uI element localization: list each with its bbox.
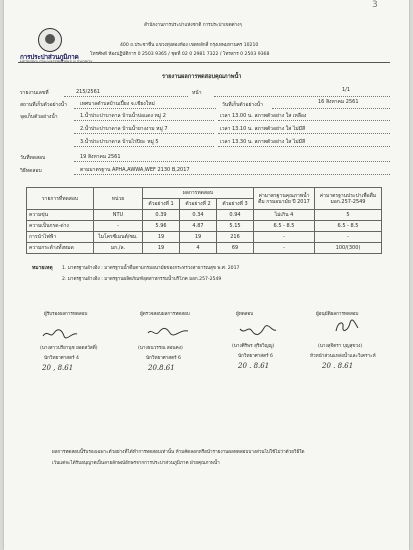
sampling-point-3: 3.น้ำประปาบาดาล บ้านไร่ปิยะ หมู่ 5	[80, 139, 159, 145]
test-date-label: วันที่ทดสอบ	[20, 155, 46, 161]
notes-label: หมายเหตุ	[32, 265, 53, 271]
signature-title-4: หัวหน้าส่วนแหล่งน้ำและวิเคราะห์	[310, 354, 376, 359]
col-header-sample-1: ตัวอย่างที่ 1	[143, 199, 180, 210]
signature-date-2: 20.8.61	[148, 364, 175, 372]
row-sample-2: 0.34	[180, 210, 217, 221]
row-sample-1: 5.96	[143, 221, 180, 232]
header-divider	[18, 62, 390, 63]
results-table	[26, 187, 382, 254]
row-std2: -	[315, 232, 382, 243]
row-sample-2: 4	[180, 243, 217, 254]
collection-date-label: วันที่เก็บตัวอย่างน้ำ	[222, 102, 263, 108]
sampling-point-2-time: เวลา 13.10 น. สภาพตัวอย่าง ใส ไม่มีสี	[220, 126, 305, 132]
logo-subtext: METROPOLITAN WATERWORKS AUTHORITY	[20, 60, 93, 64]
signature-name-1: (นางสาวปรียานุช ยอดสวัสดิ์)	[40, 346, 98, 351]
signature-3	[236, 322, 278, 336]
col-header-std1: ค่ามาตรฐานคุณภาพน้ำดื่ม กรมอนามัย ปี 2017	[254, 188, 315, 210]
col-header-sample-3: ตัวอย่างที่ 3	[217, 199, 254, 210]
row-param: ความขุ่น	[27, 210, 94, 221]
row-param: ความกระด้างทั้งหมด	[27, 243, 94, 254]
row-sample-1: 19	[143, 232, 180, 243]
sampling-point-1: 1.น้ำประปาบาดาล บ้านน้ำบ่อแดง หมู่ 2	[80, 113, 166, 119]
col-header-results: ผลการทดสอบ	[143, 188, 254, 199]
sampling-point-1-time: เวลา 13.00 น. สภาพตัวอย่าง ใส เหลือง	[220, 113, 307, 119]
signature-date-4: 20 . 8.61	[322, 362, 354, 370]
row-sample-1: 0.39	[143, 210, 180, 221]
agency-name: สำนักงานการประปาแห่งชาติ การประปาเขตต่างๆ	[144, 23, 242, 28]
note-2: 2. มาตรฐานอ้างอิง : มาตรฐานผลิตภัณฑ์อุตสาหกรรมน้ำบริโภค มอก.257-2549	[62, 277, 222, 282]
signature-role-4: ผู้อนุมัติผลการทดสอบ	[316, 312, 359, 317]
row-std2: 5	[315, 210, 382, 221]
method-label: วิธีทดสอบ	[20, 168, 42, 174]
row-sample-3: 216	[217, 232, 254, 243]
signature-name-3: (นางศิริพร สุริยวิญญู)	[232, 344, 275, 349]
row-sample-2: 4.87	[180, 221, 217, 232]
footer-line-2: เว้นแต่จะได้รับอนุญาตเป็นลายลักษณ์อักษรจากการประปาส่วนภูมิภาค ฝ่ายคุณภาพน้ำ	[52, 461, 220, 466]
signature-role-3: ผู้ทดสอบ	[236, 312, 254, 317]
row-param: ความเป็นกรด-ด่าง	[27, 221, 94, 232]
signature-title-1: นักวิทยาศาสตร์ 4	[44, 356, 79, 361]
col-header-std2: ค่ามาตรฐานประปาเพื่อดื่ม มอก.257-2549	[315, 188, 382, 210]
report-no-label: รายงานเลขที่	[20, 90, 49, 96]
report-page	[4, 0, 409, 550]
row-std2: 6.5 - 8.5	[315, 221, 382, 232]
report-title: รายงานผลการทดสอบคุณภาพน้ำ	[162, 74, 242, 80]
location-label: สถานที่เก็บตัวอย่างน้ำ	[20, 102, 67, 108]
row-param: การนำไฟฟ้า	[27, 232, 94, 243]
method-value: ตามมาตรฐาน APHA,AWWA,WEF 2130 B,2017	[80, 167, 190, 173]
row-unit: -	[94, 221, 143, 232]
location-value: เทศบาลตำบลบ้านเปี้ยง จ.เชียงใหม่	[80, 101, 155, 107]
corner-mark: 3	[372, 0, 378, 10]
row-std1: -	[254, 232, 315, 243]
row-std1: -	[254, 243, 315, 254]
table-row	[27, 232, 382, 243]
agency-address: 400 ถ.ประชาชื่น แขวงทุ่งสองห้อง เขตหลักสี่ กรุงเทพมหานคร 10210	[120, 43, 259, 48]
row-sample-3: 69	[217, 243, 254, 254]
table-row	[27, 221, 382, 232]
row-std1: ไม่เกิน 4	[254, 210, 315, 221]
signature-4	[330, 318, 360, 332]
logo-text: การประปาส่วนภูมิภาค	[20, 54, 79, 61]
signature-name-4: (นางสุจิตรา บุญสุขวง)	[318, 344, 363, 349]
test-date-value: 19 สิงหาคม 2561	[80, 154, 121, 160]
signature-1	[40, 326, 80, 340]
signature-2	[146, 324, 190, 338]
sampling-point-3-time: เวลา 13.30 น. สภาพตัวอย่าง ใส ไม่มีสี	[220, 139, 305, 145]
row-sample-2: 19	[180, 232, 217, 243]
row-std2: 100/(300)	[315, 243, 382, 254]
signature-title-3: นักวิทยาศาสตร์ 6	[238, 354, 273, 359]
row-sample-3: 5.15	[217, 221, 254, 232]
row-sample-1: 19	[143, 243, 180, 254]
footer-line-1: ผลการทดสอบนี้รับรองเฉพาะตัวอย่างที่ได้ทำการทดสอบเท่านั้น ห้ามคัดลอกหรือนำรายงานผลทดสอบบางส่วนไปใช้ไม่ว่าด้วยวิธีใด	[52, 450, 305, 455]
sampling-points-label: จุดเก็บตัวอย่างน้ำ	[20, 114, 58, 120]
row-sample-3: 0.94	[217, 210, 254, 221]
page-label: หน้า	[192, 90, 202, 96]
agency-contact: โทรศัพท์ ห้องปฏิบัติการ 0 2503 9365 / ชุดที่ 02 0 2981 7322 / โทรสาร 0 2503 9368	[90, 52, 270, 57]
note-1: 1. มาตรฐานอ้างอิง : มาตรฐานน้ำดื่มตามกรมอนามัยของกระทรวงสาธารณสุข พ.ศ. 2017	[62, 266, 240, 271]
signature-title-2: นักวิทยาศาสตร์ 6	[146, 356, 181, 361]
col-header-param: รายการที่ทดสอบ	[27, 188, 94, 210]
table-row	[27, 243, 382, 254]
signature-role-1: ผู้รับรองผลการทดสอบ	[44, 312, 88, 317]
row-std1: 6.5 - 8.5	[254, 221, 315, 232]
row-unit: NTU	[94, 210, 143, 221]
signature-role-2: ผู้ตรวจสอบผลการทดสอบ	[140, 312, 190, 317]
signature-name-2: (นางธนวรรณ สอนคง)	[138, 346, 183, 351]
signature-date-3: 20 . 8.61	[238, 362, 270, 370]
col-header-sample-2: ตัวอย่างที่ 2	[180, 199, 217, 210]
col-header-unit: หน่วย	[94, 188, 143, 210]
collection-date-value: 16 สิงหาคม 2561	[318, 99, 359, 105]
row-unit: ไมโครซีเมนต์/ซม.	[94, 232, 143, 243]
table-row	[27, 210, 382, 221]
signature-date-1: 20 , 8.61	[42, 364, 74, 372]
row-unit: มก./ล.	[94, 243, 143, 254]
page-value: 1/1	[342, 87, 351, 93]
sampling-point-2: 2.น้ำประปาบาดาล บ้านน้ำยางงาม หมู่ 7	[80, 126, 168, 132]
agency-emblem-icon	[38, 28, 62, 52]
report-no-value: 215/2561	[76, 89, 100, 95]
